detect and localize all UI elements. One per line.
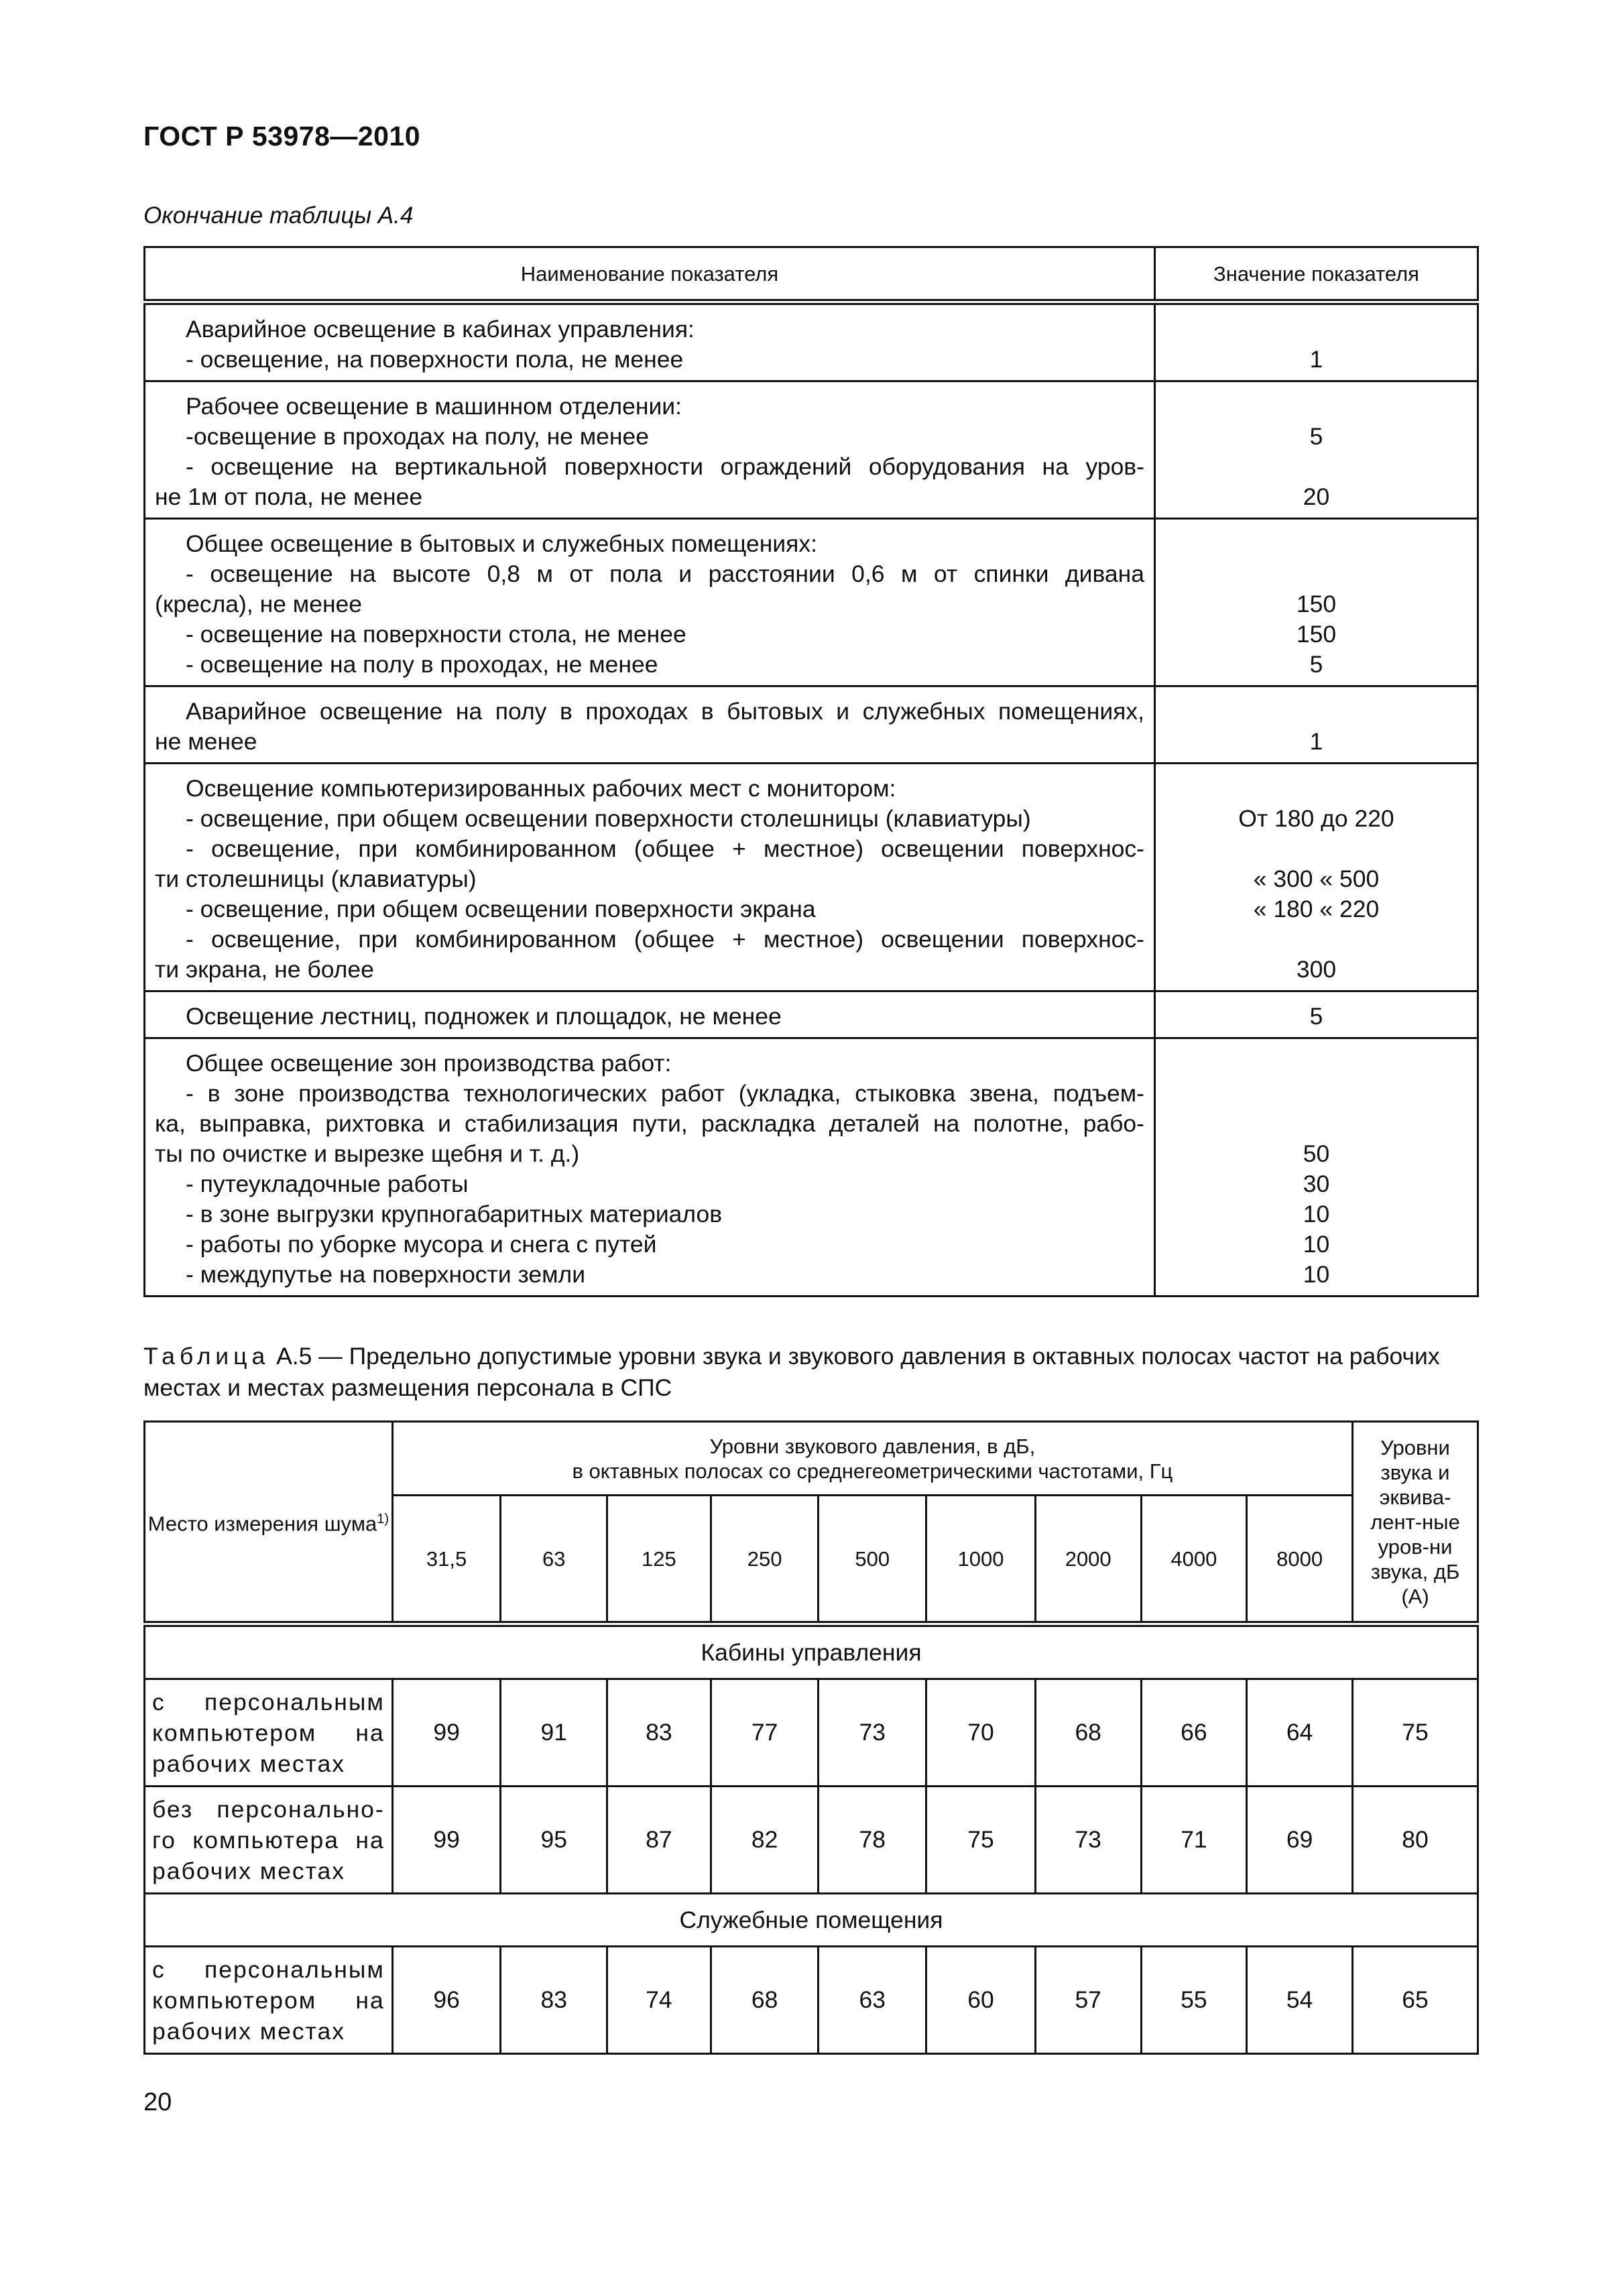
measurement-place: с персональным компьютером на рабочих местах <box>145 1679 393 1787</box>
frequency-header: 2000 <box>1035 1496 1141 1624</box>
value-line: « 180 « 220 <box>1253 896 1380 922</box>
value-line: 20 <box>1303 483 1330 510</box>
value-line: 5 <box>1309 1003 1323 1030</box>
value-line: 300 <box>1296 956 1337 983</box>
column-header-value: Значение показателя <box>1155 247 1478 302</box>
level-value: 63 <box>819 1947 926 2054</box>
value-line: 5 <box>1309 423 1323 450</box>
level-value: 73 <box>819 1679 926 1787</box>
level-value: 75 <box>926 1787 1036 1894</box>
indicator-value <box>1155 991 1478 1038</box>
indicator-name <box>145 764 1155 991</box>
table-row <box>145 302 1478 381</box>
level-value: 66 <box>1141 1679 1247 1787</box>
table-row <box>145 686 1478 764</box>
section-row <box>145 1624 1478 1679</box>
text-line: Общее освещение зон производства работ: <box>186 1050 672 1077</box>
text-line: ти столешницы (клавиатуры) <box>155 865 477 892</box>
indicator-value <box>1155 764 1478 991</box>
column-header-place: Место измерения шума$^{1)}$ <box>145 1422 393 1624</box>
table-a4 <box>143 246 1479 1297</box>
value-line: 10 <box>1303 1261 1330 1288</box>
level-value: 73 <box>1035 1787 1141 1894</box>
value-line <box>1161 452 1471 482</box>
indicator-name <box>145 381 1155 519</box>
value-line: 10 <box>1303 1201 1330 1227</box>
table-row <box>145 381 1478 519</box>
level-value: 83 <box>501 1947 607 2054</box>
indicator-value <box>1155 381 1478 519</box>
text-line: - освещение на высоте 0,8 м от пола и расстоянии 0,6 м от спинки дивана <box>186 560 1144 587</box>
document-code: ГОСТ Р 53978—2010 <box>143 121 421 152</box>
table-row <box>145 1787 1478 1894</box>
section-title: Служебные помещения <box>145 1894 1478 1947</box>
table-row <box>145 519 1478 686</box>
table-row <box>145 764 1478 991</box>
level-value: 83 <box>607 1679 711 1787</box>
value-line <box>1161 559 1471 589</box>
level-value: 96 <box>392 1947 501 2054</box>
text-line: - работы по уборке мусора и снега с путей <box>186 1231 657 1258</box>
text-line: Освещение лестниц, подножек и площадок, не менее <box>186 1003 782 1030</box>
level-value: 99 <box>392 1787 501 1894</box>
level-value: 80 <box>1353 1787 1478 1894</box>
level-value: 91 <box>501 1679 607 1787</box>
text-line: ти экрана, не более <box>155 956 374 983</box>
level-value: 60 <box>926 1947 1036 2054</box>
level-value: 68 <box>711 1947 819 2054</box>
table-a5-caption: Таблица А.5 — Предельно допустимые уровни звука и звукового давления в октавных полосах частот на рабочих местах и местах размещения персонала в СПС <box>143 1343 1440 1401</box>
text-line: -освещение в проходах на полу, не менее <box>186 423 650 450</box>
text-line: не 1м от пола, не менее <box>155 483 423 510</box>
indicator-name <box>145 1038 1155 1296</box>
level-value: 57 <box>1035 1947 1141 2054</box>
level-value: 82 <box>711 1787 819 1894</box>
frequency-header: 1000 <box>926 1496 1036 1624</box>
level-value: 77 <box>711 1679 819 1787</box>
level-value: 99 <box>392 1679 501 1787</box>
indicator-value <box>1155 686 1478 764</box>
value-line <box>1161 1109 1471 1139</box>
level-value: 65 <box>1353 1947 1478 2054</box>
indicator-name <box>145 302 1155 381</box>
level-value: 71 <box>1141 1787 1247 1894</box>
value-line <box>1161 924 1471 955</box>
frequency-header: 4000 <box>1141 1496 1247 1624</box>
value-line <box>1161 774 1471 804</box>
text-line: - освещение, при общем освещении поверхности столешницы (клавиатуры) <box>186 805 1031 832</box>
column-group-header: Уровни звукового давления, в дБ, в октавных полосах со среднегеометрическими частотами, Гц <box>392 1422 1352 1496</box>
value-line: 1 <box>1309 728 1323 755</box>
frequency-header: 8000 <box>1247 1496 1353 1624</box>
table-row <box>145 1947 1478 2054</box>
frequency-header: 500 <box>819 1496 926 1624</box>
table-row <box>145 991 1478 1038</box>
level-value: 68 <box>1035 1679 1141 1787</box>
text-line: - путеукладочные работы <box>186 1170 469 1197</box>
level-value: 64 <box>1247 1679 1353 1787</box>
text-line: ты по очистке и вырезке щебня и т. д.) <box>155 1140 580 1167</box>
measurement-place: с персональным компьютером на рабочих местах <box>145 1947 393 2054</box>
frequency-header: 250 <box>711 1496 819 1624</box>
text-line: Общее освещение в бытовых и служебных помещениях: <box>186 530 817 557</box>
table-row <box>145 1679 1478 1787</box>
table-row <box>145 1038 1478 1296</box>
text-line: (кресла), не менее <box>155 591 363 617</box>
text-line: Аварийное освещение в кабинах управления: <box>186 316 695 343</box>
text-line: Аварийное освещение на полу в проходах в бытовых и служебных помещениях, <box>186 698 1144 725</box>
level-value: 55 <box>1141 1947 1247 2054</box>
section-title: Кабины управления <box>145 1624 1478 1679</box>
indicator-value <box>1155 1038 1478 1296</box>
page-number: 20 <box>143 2088 172 2116</box>
text-line: Рабочее освещение в машинном отделении: <box>186 393 682 420</box>
measurement-place: без персонально-го компьютера на рабочих местах <box>145 1787 393 1894</box>
value-line <box>1161 529 1471 559</box>
level-value: 74 <box>607 1947 711 2054</box>
text-line: - освещение, при общем освещении поверхности экрана <box>186 896 816 922</box>
value-line: От 180 до 220 <box>1238 805 1394 832</box>
indicator-name <box>145 686 1155 764</box>
table-a5 <box>143 1421 1479 2055</box>
level-value: 78 <box>819 1787 926 1894</box>
level-value: 95 <box>501 1787 607 1894</box>
indicator-name <box>145 991 1155 1038</box>
column-header-name: Наименование показателя <box>145 247 1155 302</box>
value-line <box>1161 834 1471 864</box>
frequency-header: 125 <box>607 1496 711 1624</box>
level-value: 54 <box>1247 1947 1353 2054</box>
frequency-header: 63 <box>501 1496 607 1624</box>
value-line: « 300 « 500 <box>1253 865 1380 892</box>
value-line: 150 <box>1296 591 1337 617</box>
section-row <box>145 1894 1478 1947</box>
text-line: - в зоне производства технологических работ (укладка, стыковка звена, подъем- <box>186 1080 1144 1107</box>
text-line: - освещение на поверхности стола, не менее <box>186 621 686 648</box>
level-value: 69 <box>1247 1787 1353 1894</box>
indicator-value <box>1155 302 1478 381</box>
text-line: - освещение, на поверхности пола, не менее <box>186 346 684 373</box>
value-line: 30 <box>1303 1170 1330 1197</box>
level-value: 75 <box>1353 1679 1478 1787</box>
value-line: 5 <box>1309 651 1323 678</box>
value-line <box>1161 314 1471 345</box>
column-header-level: Уровни звука и эквива-лент-ные уров-ни звука, дБ (А) <box>1353 1422 1478 1624</box>
text-line: - в зоне выгрузки крупногабаритных материалов <box>186 1201 723 1227</box>
value-line: 150 <box>1296 621 1337 648</box>
text-line: - междупутье на поверхности земли <box>186 1261 586 1288</box>
value-line <box>1161 1079 1471 1109</box>
table-a4-caption: Окончание таблицы А.4 <box>143 202 414 229</box>
value-line <box>1161 697 1471 727</box>
text-line: - освещение на полу в проходах, не менее <box>186 651 658 678</box>
text-line: - освещение на вертикальной поверхности ограждений оборудования на уров- <box>186 453 1144 480</box>
text-line: Освещение компьютеризированных рабочих мест с монитором: <box>186 775 896 802</box>
level-value: 70 <box>926 1679 1036 1787</box>
frequency-header: 31,5 <box>392 1496 501 1624</box>
level-value: 87 <box>607 1787 711 1894</box>
value-line: 1 <box>1309 346 1323 373</box>
text-line: ка, выправка, рихтовка и стабилизация пути, раскладка деталей на полотне, рабо- <box>155 1110 1144 1137</box>
text-line: не менее <box>155 728 257 755</box>
indicator-value <box>1155 519 1478 686</box>
indicator-name <box>145 519 1155 686</box>
value-line <box>1161 1048 1471 1079</box>
value-line <box>1161 391 1471 422</box>
value-line: 50 <box>1303 1140 1330 1167</box>
text-line: - освещение, при комбинированном (общее + местное) освещении поверхнос- <box>186 835 1144 862</box>
value-line: 10 <box>1303 1231 1330 1258</box>
text-line: - освещение, при комбинированном (общее + местное) освещении поверхнос- <box>186 926 1144 953</box>
